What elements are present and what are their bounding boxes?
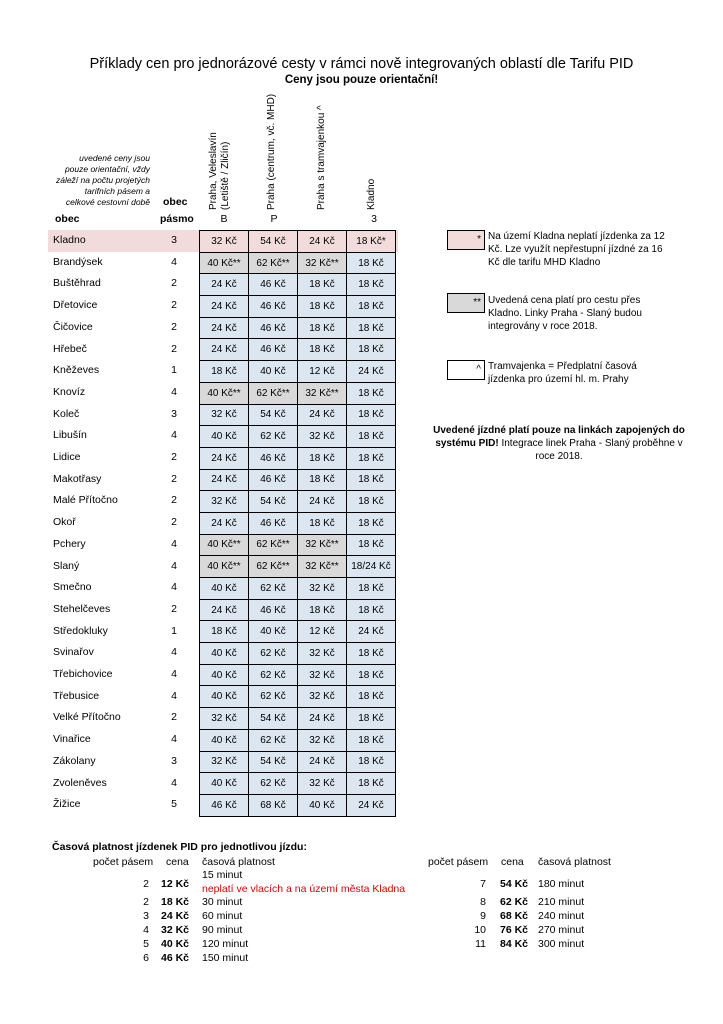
row-name: Velké Přítočno	[53, 711, 121, 724]
row-zone: 4	[171, 429, 177, 442]
row-name: Vinařice	[53, 733, 91, 746]
row-name: Dřetovice	[53, 299, 98, 312]
price-cell: 46 Kč	[200, 794, 249, 816]
price-note: uvedené ceny jsou pouze orientační, vždy záleží na počtu projetých tarifních pásem a celkové cestovní době	[55, 153, 150, 207]
price-cell: 24 Kč	[200, 599, 249, 621]
header-pasmo: pásmo	[160, 213, 194, 225]
row-name: Žižice	[53, 798, 81, 811]
price-cell: 62 Kč	[249, 664, 298, 686]
table-row	[200, 317, 396, 339]
col-header-veleslavin: Praha, Veleslavín (Letiště / Zličín)	[208, 132, 231, 210]
table-row	[200, 361, 396, 383]
row-name: Malé Přítočno	[53, 494, 118, 507]
validity-price: 54 Kč	[500, 878, 529, 890]
table-row	[200, 664, 396, 686]
price-cell: 18 Kč	[347, 447, 396, 469]
table-row	[200, 339, 396, 361]
price-cell: 18 Kč	[347, 729, 396, 751]
validity-price: 18 Kč	[161, 896, 190, 908]
validity-price: 32 Kč	[161, 924, 190, 936]
price-cell: 18 Kč	[298, 274, 347, 296]
legend-box-double-asterisk: **	[447, 293, 485, 313]
table-row	[200, 794, 396, 816]
page-title: Příklady cen pro jednorázové cesty v rámci nově integrovaných oblastí dle Tarifu PID	[89, 56, 634, 72]
validity-time: 15 minut	[202, 869, 243, 881]
page-subtitle: Ceny jsou pouze orientační!	[284, 74, 439, 86]
row-zone: 5	[171, 798, 177, 811]
validity-time: 150 minut	[202, 952, 249, 964]
price-cell: 40 Kč	[200, 686, 249, 708]
price-cell: 24 Kč	[200, 274, 249, 296]
price-cell: 24 Kč	[347, 361, 396, 383]
row-name: Libušín	[53, 429, 87, 442]
price-cell: 62 Kč**	[249, 252, 298, 274]
row-name: Smečno	[53, 581, 92, 594]
row-name: Hřebeč	[53, 342, 87, 355]
table-row	[200, 751, 396, 773]
price-cell: 18 Kč	[347, 512, 396, 534]
validity-header-price-left: cena	[166, 856, 189, 868]
row-zone: 1	[171, 624, 177, 637]
validity-header-zones-left: počet pásem	[93, 856, 154, 868]
price-cell: 62 Kč	[249, 578, 298, 600]
row-name: Koleč	[53, 407, 80, 420]
validity-title: Časová platnost jízdenek PID pro jednotlivou jízdu:	[52, 841, 307, 853]
validity-price: 40 Kč	[161, 938, 190, 950]
row-name: Pchery	[53, 537, 86, 550]
price-cell: 32 Kč**	[298, 556, 347, 578]
price-cell: 54 Kč	[249, 708, 298, 730]
price-cell: 40 Kč	[249, 361, 298, 383]
price-cell: 62 Kč	[249, 773, 298, 795]
table-row	[200, 773, 396, 795]
row-zone: 4	[171, 689, 177, 702]
price-cell: 18 Kč	[347, 708, 396, 730]
price-cell: 18 Kč	[347, 599, 396, 621]
price-cell: 32 Kč	[298, 773, 347, 795]
row-zone: 3	[171, 754, 177, 767]
table-row	[200, 708, 396, 730]
price-cell: 32 Kč	[298, 578, 347, 600]
price-cell: 46 Kč	[249, 274, 298, 296]
table-row	[200, 426, 396, 448]
price-cell: 62 Kč	[249, 643, 298, 665]
table-row	[200, 469, 396, 491]
price-cell: 24 Kč	[347, 621, 396, 643]
price-cell: 18 Kč	[347, 404, 396, 426]
price-cell: 40 Kč**	[200, 534, 249, 556]
table-row	[200, 231, 396, 253]
price-cell: 18 Kč	[298, 447, 347, 469]
row-name: Makotřasy	[53, 472, 102, 485]
price-cell: 46 Kč	[249, 339, 298, 361]
table-row	[200, 491, 396, 513]
price-cell: 18 Kč	[200, 621, 249, 643]
validity-zones: 7	[480, 878, 486, 890]
price-cell: 40 Kč	[200, 578, 249, 600]
price-cell: 46 Kč	[249, 469, 298, 491]
validity-price: 68 Kč	[500, 910, 529, 922]
row-zone: 2	[171, 320, 177, 333]
price-cell: 24 Kč	[200, 512, 249, 534]
zone-label-veleslavin: B	[220, 213, 228, 225]
price-cell: 24 Kč	[298, 491, 347, 513]
price-cell: 18 Kč	[298, 339, 347, 361]
price-cell: 18 Kč	[298, 469, 347, 491]
price-cell: 40 Kč**	[200, 382, 249, 404]
price-cell: 18 Kč	[347, 469, 396, 491]
row-zone: 4	[171, 776, 177, 789]
row-zone: 4	[171, 385, 177, 398]
price-cell: 40 Kč	[249, 621, 298, 643]
legend-text-caret: Tramvajenka = Předplatní časová jízdenka pro území hl. m. Prahy	[488, 361, 637, 385]
price-cell: 18 Kč	[347, 382, 396, 404]
price-cell: 32 Kč	[298, 643, 347, 665]
row-zone: 2	[171, 494, 177, 507]
validity-time: 240 minut	[538, 910, 585, 922]
row-zone: 4	[171, 537, 177, 550]
validity-header-price-right: cena	[501, 856, 524, 868]
price-cell: 40 Kč**	[200, 556, 249, 578]
price-cell: 24 Kč	[298, 404, 347, 426]
validity-zones: 5	[143, 938, 149, 950]
price-cell: 54 Kč	[249, 231, 298, 253]
price-cell: 46 Kč	[249, 447, 298, 469]
validity-note: neplatí ve vlacích a na území města Kladna	[202, 883, 406, 895]
validity-time: 90 minut	[202, 924, 243, 936]
validity-time: 300 minut	[538, 938, 585, 950]
price-cell: 62 Kč	[249, 686, 298, 708]
legend-box-caret: ^	[447, 360, 485, 380]
price-cell: 24 Kč	[298, 708, 347, 730]
row-zone: 4	[171, 559, 177, 572]
price-cell: 32 Kč**	[298, 534, 347, 556]
price-cell: 24 Kč	[200, 447, 249, 469]
price-cell: 62 Kč**	[249, 534, 298, 556]
price-cell: 32 Kč**	[298, 382, 347, 404]
price-cell: 24 Kč	[200, 339, 249, 361]
row-name: Třebusice	[53, 689, 100, 702]
price-cell: 40 Kč	[200, 729, 249, 751]
price-cell: 32 Kč	[200, 708, 249, 730]
price-cell: 18 Kč	[347, 664, 396, 686]
price-cell: 32 Kč	[298, 426, 347, 448]
validity-header-time-left: časová platnost	[202, 856, 275, 868]
table-row	[200, 556, 396, 578]
table-row	[200, 447, 396, 469]
price-cell: 18 Kč	[347, 274, 396, 296]
table-row	[200, 296, 396, 318]
row-zone: 2	[171, 451, 177, 463]
table-row	[200, 578, 396, 600]
price-cell: 46 Kč	[249, 512, 298, 534]
validity-time: 30 minut	[202, 896, 243, 908]
price-cell: 18 Kč	[298, 599, 347, 621]
validity-time: 60 minut	[202, 910, 243, 922]
price-cell: 18 Kč	[347, 491, 396, 513]
validity-time: 180 minut	[538, 878, 585, 890]
price-cell: 18 Kč	[347, 686, 396, 708]
price-cell: 24 Kč	[298, 751, 347, 773]
price-cell: 40 Kč	[200, 773, 249, 795]
row-zone: 4	[171, 646, 177, 659]
price-cell: 24 Kč	[200, 296, 249, 318]
price-cell: 18 Kč	[347, 643, 396, 665]
price-cell: 40 Kč	[200, 426, 249, 448]
row-zone: 2	[171, 277, 177, 290]
row-name: Stehelčeves	[53, 602, 111, 615]
validity-zones: 8	[480, 896, 486, 908]
row-zone: 2	[171, 516, 177, 529]
price-cell: 54 Kč	[249, 404, 298, 426]
row-zone: 2	[171, 299, 177, 312]
validity-price: 24 Kč	[161, 910, 190, 922]
price-cell: 12 Kč	[298, 361, 347, 383]
validity-price: 12 Kč	[161, 878, 190, 890]
row-zone: 2	[171, 342, 177, 355]
row-name: Buštěhrad	[53, 277, 101, 290]
table-row	[200, 599, 396, 621]
price-cell: 24 Kč	[347, 794, 396, 816]
legend-text-double-asterisk: Uvedená cena platí pro cestu přes Kladno. Linky Praha - Slaný budou integrovány v roce 2018.	[488, 295, 642, 332]
validity-price: 46 Kč	[161, 952, 190, 964]
row-name: Zvoleněves	[53, 776, 107, 789]
row-zone: 4	[171, 581, 177, 594]
price-cell: 46 Kč	[249, 296, 298, 318]
row-name: Kladno	[53, 234, 86, 246]
table-row	[200, 252, 396, 274]
validity-zones: 3	[143, 910, 149, 922]
price-cell: 40 Kč	[298, 794, 347, 816]
row-name: Okoř	[53, 516, 76, 529]
price-cell: 54 Kč	[249, 751, 298, 773]
price-cell: 18 Kč	[347, 751, 396, 773]
price-cell: 18/24 Kč	[347, 556, 396, 578]
col-header-kladno: Kladno	[366, 178, 377, 210]
price-cell: 18 Kč	[347, 317, 396, 339]
price-cell: 32 Kč	[200, 491, 249, 513]
validity-time: 210 minut	[538, 896, 585, 908]
header-obec-top: obec	[163, 196, 188, 208]
price-cell: 54 Kč	[249, 491, 298, 513]
price-cell: 18 Kč	[347, 773, 396, 795]
validity-zones: 6	[143, 952, 149, 964]
table-row	[200, 729, 396, 751]
price-cell: 18 Kč*	[347, 231, 396, 253]
row-zone: 2	[171, 711, 177, 724]
row-zone: 3	[171, 234, 177, 246]
price-cell: 68 Kč	[249, 794, 298, 816]
row-zone: 1	[171, 364, 177, 377]
price-cell: 32 Kč	[200, 404, 249, 426]
row-name: Kněževes	[53, 364, 100, 377]
price-cell: 62 Kč**	[249, 382, 298, 404]
price-cell: 18 Kč	[347, 534, 396, 556]
legend-box-asterisk: *	[447, 230, 485, 250]
pid-note-rest: Integrace linek Praha - Slaný proběhne v roce 2018.	[498, 438, 683, 462]
validity-zones: 2	[143, 896, 149, 908]
col-header-centrum: Praha (centrum, vč. MHD)	[266, 93, 277, 210]
row-zone: 2	[171, 472, 177, 485]
price-cell: 18 Kč	[347, 426, 396, 448]
pid-note	[433, 424, 685, 463]
col-header-tramvajenka: Praha s tramvajenkou ^	[316, 105, 327, 210]
price-cell: 62 Kč**	[249, 556, 298, 578]
validity-price: 62 Kč	[500, 896, 529, 908]
price-cell: 32 Kč	[200, 231, 249, 253]
zone-label-centrum: P	[270, 213, 278, 225]
price-cell: 40 Kč	[200, 664, 249, 686]
table-row	[200, 534, 396, 556]
price-cell: 62 Kč	[249, 729, 298, 751]
legend-text-asterisk: Na území Kladna neplatí jízdenka za 12 Kč. Lze využít nepřestupní jízdné za 16 Kč dle tarifu MHD Kladno	[488, 231, 665, 268]
price-cell: 24 Kč	[200, 317, 249, 339]
row-zone: 4	[171, 733, 177, 746]
price-cell: 18 Kč	[200, 361, 249, 383]
table-row	[200, 512, 396, 534]
validity-price: 84 Kč	[500, 938, 529, 950]
price-cell: 18 Kč	[298, 296, 347, 318]
price-cell: 24 Kč	[298, 231, 347, 253]
validity-zones: 2	[143, 878, 149, 890]
pid-note-bold: Uvedené jízdné platí pouze na linkách zapojených do systému PID!	[433, 425, 685, 449]
table-row	[200, 274, 396, 296]
table-row	[200, 382, 396, 404]
row-name: Čičovice	[53, 320, 93, 333]
price-cell: 32 Kč	[298, 686, 347, 708]
price-cell: 62 Kč	[249, 426, 298, 448]
price-table	[199, 230, 396, 817]
row-name: Svinařov	[53, 646, 94, 659]
price-cell: 46 Kč	[249, 317, 298, 339]
price-cell: 18 Kč	[347, 252, 396, 274]
price-cell: 18 Kč	[347, 578, 396, 600]
price-cell: 32 Kč	[200, 751, 249, 773]
price-cell: 12 Kč	[298, 621, 347, 643]
price-cell: 40 Kč**	[200, 252, 249, 274]
row-name: Středokluky	[53, 624, 108, 637]
validity-time: 120 minut	[202, 938, 249, 950]
header-obec: obec	[55, 213, 80, 225]
price-cell: 18 Kč	[347, 339, 396, 361]
validity-zones: 9	[480, 910, 486, 922]
zone-label-kladno: 3	[371, 213, 377, 225]
row-zone: 4	[171, 255, 177, 268]
validity-time: 270 minut	[538, 924, 585, 936]
price-cell: 18 Kč	[298, 512, 347, 534]
row-name: Slaný	[53, 559, 80, 572]
table-row	[200, 404, 396, 426]
row-name: Knovíz	[53, 385, 86, 398]
price-cell: 18 Kč	[347, 296, 396, 318]
row-name: Zákolany	[53, 754, 96, 767]
validity-zones: 11	[475, 938, 486, 950]
validity-price: 76 Kč	[500, 924, 529, 936]
price-cell: 40 Kč	[200, 643, 249, 665]
validity-header-time-right: časová platnost	[538, 856, 611, 868]
price-cell: 32 Kč	[298, 729, 347, 751]
price-cell: 24 Kč	[200, 469, 249, 491]
row-name: Lidice	[53, 451, 81, 463]
row-zone: 3	[171, 407, 177, 420]
validity-zones: 10	[474, 924, 486, 936]
row-zone: 4	[171, 668, 177, 680]
price-cell: 32 Kč	[298, 664, 347, 686]
validity-zones: 4	[143, 924, 149, 936]
row-name: Třebichovice	[53, 668, 113, 680]
validity-header-zones-right: počet pásem	[428, 856, 489, 868]
price-cell: 46 Kč	[249, 599, 298, 621]
table-row	[200, 686, 396, 708]
row-zone: 2	[171, 602, 177, 615]
table-row	[200, 643, 396, 665]
table-row	[200, 621, 396, 643]
price-cell: 32 Kč**	[298, 252, 347, 274]
price-cell: 18 Kč	[298, 317, 347, 339]
row-name: Brandýsek	[53, 255, 103, 268]
